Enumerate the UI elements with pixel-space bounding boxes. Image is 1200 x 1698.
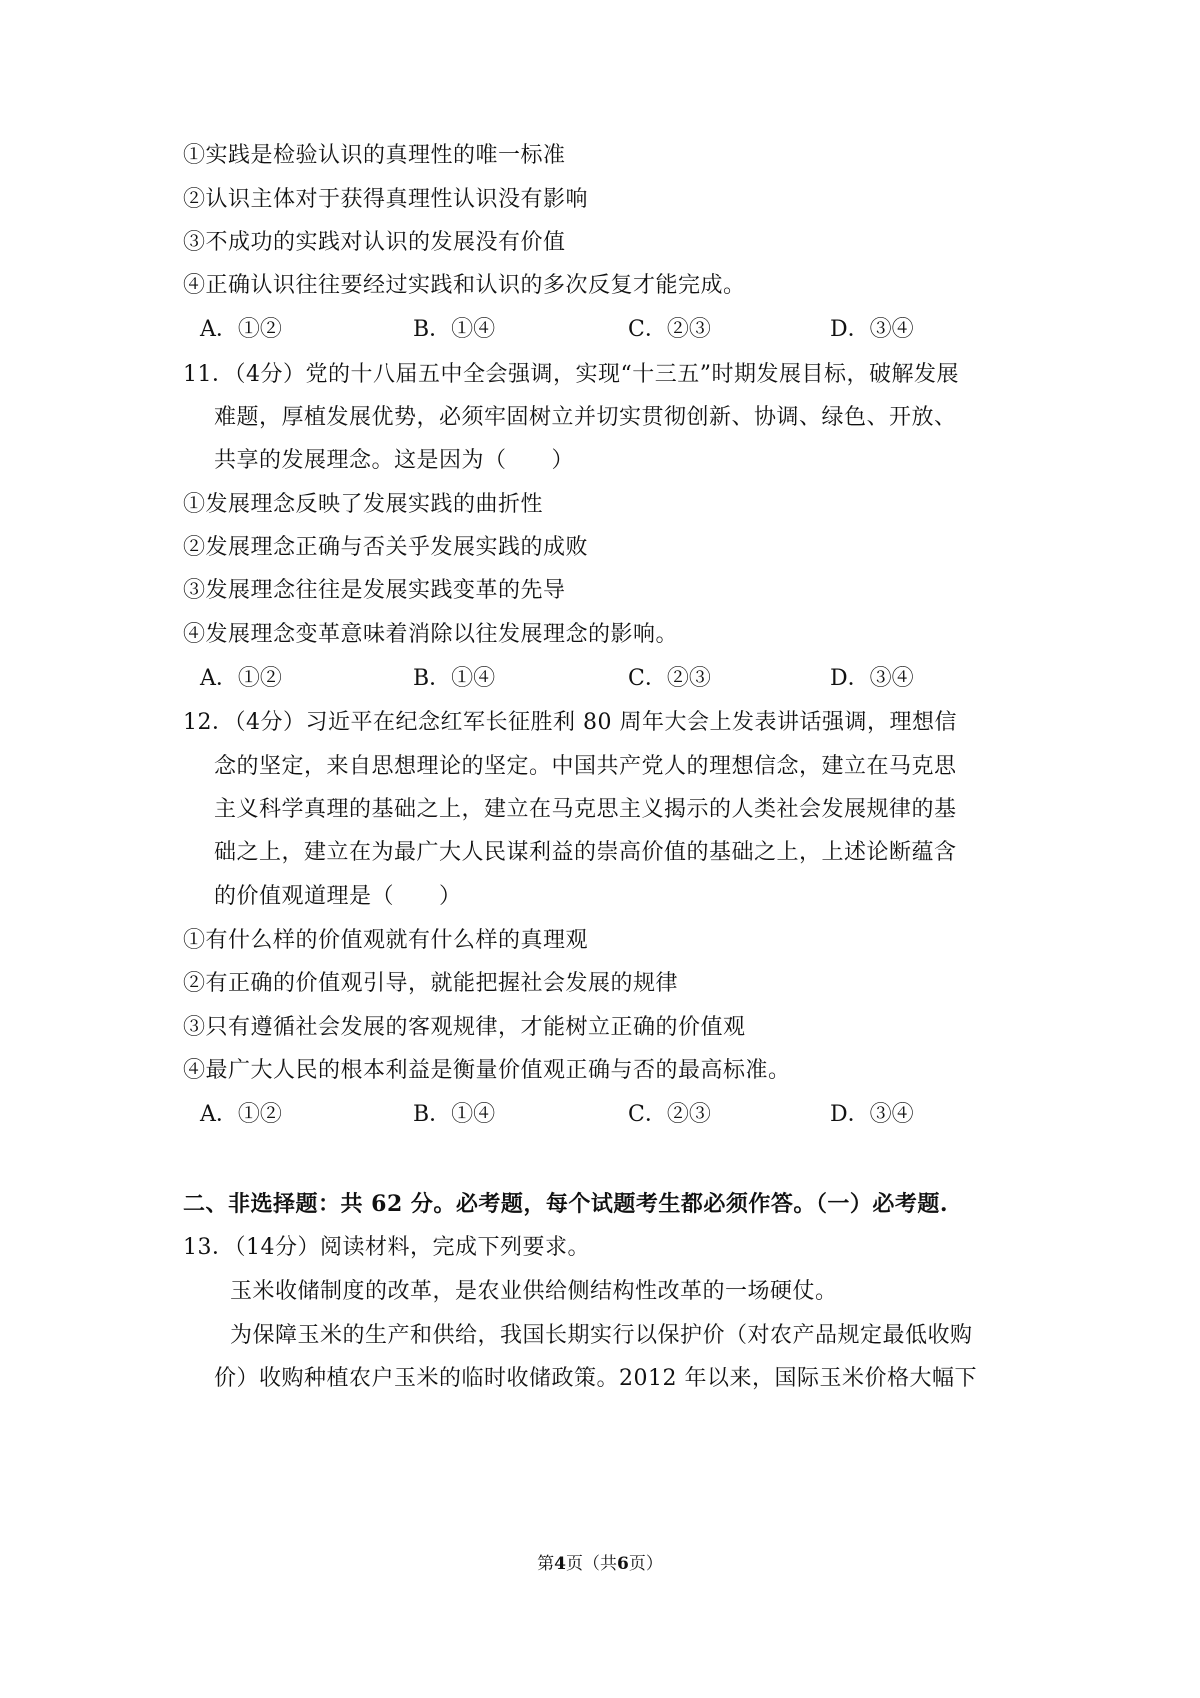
q12-option-b: B．①④ — [413, 1102, 496, 1127]
q10-option-b: B．①④ — [413, 317, 496, 342]
q13-material-para-2-line-2: 价）收购种植农户玉米的临时收储政策。2012 年以来，国际玉米价格大幅下 — [214, 1366, 977, 1391]
q10-statement-3: ③不成功的实践对认识的发展没有价值 — [183, 230, 566, 255]
q12-statement-1: ①有什么样的价值观就有什么样的真理观 — [183, 928, 589, 953]
q13-material-para-2-line-1: 为保障玉米的生产和供给，我国长期实行以保护价（对农产品规定最低收购 — [230, 1323, 973, 1348]
q12-statement-3: ③只有遵循社会发展的客观规律，才能树立正确的价值观 — [183, 1015, 746, 1040]
q11-option-d: D．③④ — [830, 666, 914, 691]
q13-material-para-1: 玉米收储制度的改革，是农业供给侧结构性改革的一场硬仗。 — [230, 1279, 838, 1304]
footer-mid: 页（共 — [566, 1554, 617, 1574]
q12-statement-2: ②有正确的价值观引导，就能把握社会发展的规律 — [183, 971, 679, 996]
q12-stem-line-2: 念的坚定，来自思想理论的坚定。中国共产党人的理想信念，建立在马克思 — [214, 754, 957, 779]
q11-statement-2: ②发展理念正确与否关乎发展实践的成败 — [183, 535, 589, 560]
q12-stem-line-5: 的价值观道理是（ ） — [214, 884, 462, 909]
q11-statement-3: ③发展理念往往是发展实践变革的先导 — [183, 578, 566, 603]
page-footer — [0, 1552, 1200, 1576]
q12-stem-line-1: 12．（4分）习近平在纪念红军长征胜利 80 周年大会上发表讲话强调，理想信 — [183, 710, 957, 735]
q12-option-a: A．①② — [200, 1102, 282, 1127]
q10-option-c: C．②③ — [628, 317, 711, 342]
footer-prefix: 第 — [537, 1554, 555, 1574]
q12-option-d: D．③④ — [830, 1102, 914, 1127]
q10-option-a: A．①② — [200, 317, 282, 342]
q11-option-b: B．①④ — [413, 666, 496, 691]
q11-stem-line-2: 难题，厚植发展优势，必须牢固树立并切实贯彻创新、协调、绿色、开放、 — [214, 405, 957, 430]
footer-page-number: 4 — [554, 1554, 566, 1574]
q11-stem-line-3: 共享的发展理念。这是因为（ ） — [214, 448, 575, 473]
q13-stem-line-1: 13．（14分）阅读材料，完成下列要求。 — [183, 1235, 590, 1260]
q12-stem-line-3: 主义科学真理的基础之上，建立在马克思主义揭示的人类社会发展规律的基 — [214, 797, 957, 822]
q10-statement-2: ②认识主体对于获得真理性认识没有影响 — [183, 187, 589, 212]
q12-stem-line-4: 础之上，建立在为最广大人民谋利益的崇高价值的基础之上，上述论断蕴含 — [214, 840, 957, 865]
q11-statement-1: ①发展理念反映了发展实践的曲折性 — [183, 492, 544, 517]
q12-option-c: C．②③ — [628, 1102, 711, 1127]
q11-option-a: A．①② — [200, 666, 282, 691]
q10-option-d: D．③④ — [830, 317, 914, 342]
q11-option-c: C．②③ — [628, 666, 711, 691]
section-2-heading: 二、非选择题：共 62 分。必考题，每个试题考生都必须作答。（一）必考题. — [183, 1191, 949, 1217]
q11-statement-4: ④发展理念变革意味着消除以往发展理念的影响。 — [183, 622, 679, 647]
footer-suffix: 页） — [628, 1554, 663, 1574]
q12-statement-4: ④最广大人民的根本利益是衡量价值观正确与否的最高标准。 — [183, 1058, 791, 1083]
footer-total-pages: 6 — [617, 1554, 629, 1574]
q10-statement-4: ④正确认识往往要经过实践和认识的多次反复才能完成。 — [183, 273, 746, 298]
q10-statement-1: ①实践是检验认识的真理性的唯一标准 — [183, 143, 566, 168]
q11-stem-line-1: 11．（4分）党的十八届五中全会强调，实现“十三五”时期发展目标，破解发展 — [183, 362, 959, 387]
